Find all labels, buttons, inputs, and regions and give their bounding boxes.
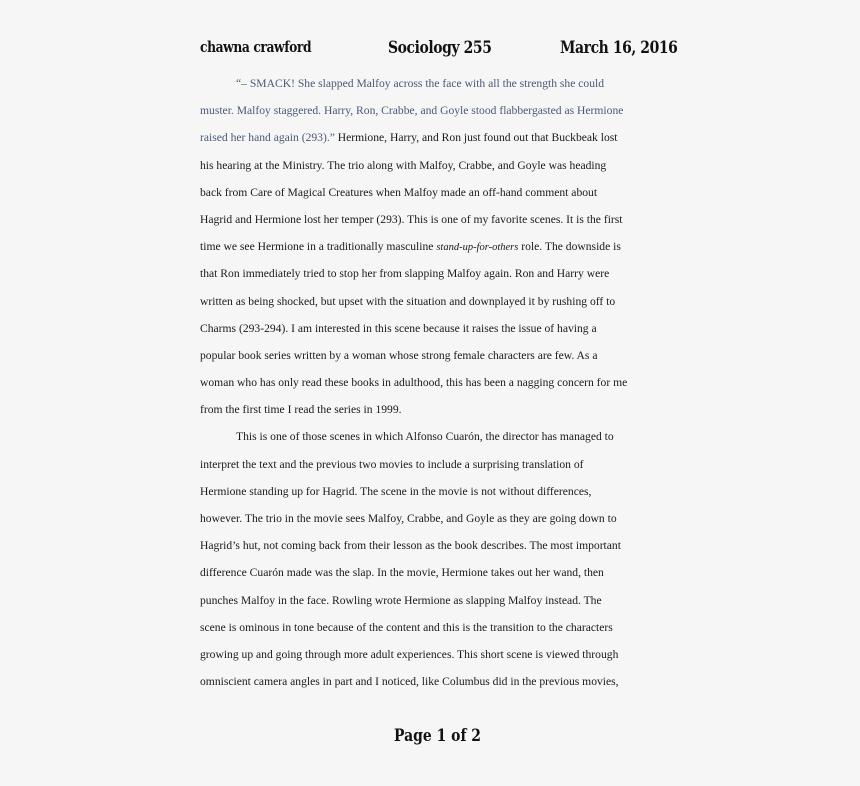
- line-text: omniscient camera angles in part and I noticed, like Columbus did in the previous movies,: [200, 675, 619, 689]
- text-line: [200, 587, 662, 614]
- text-line: [200, 641, 662, 668]
- line-text: from the first time I read the series in 1999.: [200, 403, 402, 417]
- text-line: [200, 260, 662, 287]
- line-text: Hagrid’s hut, not coming back from their lesson as the book describes. The most important: [200, 539, 621, 553]
- text-line: [200, 206, 662, 233]
- text-line: [200, 342, 662, 369]
- quoted-text: raised her hand again (293).”: [200, 131, 335, 145]
- text-line: [200, 478, 662, 505]
- line-text: his hearing at the Ministry. The trio along with Malfoy, Crabbe, and Goyle was heading: [200, 158, 607, 172]
- text-line: [200, 614, 662, 641]
- page-header: [200, 38, 678, 64]
- line-text: popular book series written by a woman whose strong female characters are few. As a: [200, 348, 598, 362]
- document-body: [200, 70, 662, 695]
- line-text: scene is ominous in tone because of the content and this is the transition to the characters: [200, 620, 613, 634]
- text-line: [200, 97, 662, 124]
- author-name: chawna crawford: [200, 38, 312, 56]
- line-text: back from Care of Magical Creatures when Malfoy made an off-hand comment about: [200, 185, 598, 199]
- text-line: [200, 179, 662, 206]
- text-line: [200, 124, 662, 151]
- line-text: difference Cuarón made was the slap. In the movie, Hermione takes out her wand, then: [200, 566, 604, 580]
- text-line: [200, 369, 662, 396]
- text-line: [200, 505, 662, 532]
- text-line: [200, 70, 662, 97]
- line-text: however. The trio in the movie sees Malfoy, Crabbe, and Goyle as they are going down to: [200, 512, 617, 525]
- text-line: [200, 423, 662, 450]
- page-number: Page 1 of 2: [394, 726, 482, 746]
- text-line: [200, 396, 662, 423]
- line-text: time we see Hermione in a traditionally masculine: [200, 240, 437, 254]
- line-text: that Ron immediately tried to stop her from slapping Malfoy again. Ron and Harry were: [200, 267, 610, 281]
- text-line: [200, 152, 662, 179]
- line-text: woman who has only read these books in adulthood, this has been a nagging concern for me: [200, 376, 628, 390]
- line-text: punches Malfoy in the face. Rowling wrote Hermione as slapping Malfoy instead. The: [200, 593, 602, 607]
- text-line: [200, 668, 662, 695]
- text-line: [200, 315, 662, 342]
- emphasized-text: stand-up-for-others: [436, 242, 519, 254]
- course-title: Sociology 255: [388, 38, 492, 58]
- text-line: [200, 559, 662, 586]
- document-date: March 16, 2016: [560, 38, 678, 58]
- line-text: Hagrid and Hermione lost her temper (293). This is one of my favorite scenes. It is the first: [200, 212, 623, 226]
- line-text: Hermione standing up for Hagrid. The scene in the movie is not without differences,: [200, 484, 592, 498]
- line-text: This is one of those scenes in which Alfonso Cuarón, the director has managed to: [236, 430, 614, 444]
- line-text: Charms (293-294). I am interested in this scene because it raises the issue of having a: [200, 321, 597, 335]
- text-line: [200, 532, 662, 559]
- line-text: Hermione, Harry, and Ron just found out that Buckbeak lost: [334, 131, 618, 145]
- line-text: growing up and going through more adult experiences. This short scene is viewed through: [200, 647, 619, 661]
- text-line: [200, 288, 662, 315]
- quoted-text: “– SMACK! She slapped Malfoy across the face with all the strength she could: [236, 77, 605, 90]
- text-line: [200, 451, 662, 478]
- line-text: written as being shocked, but upset with the situation and downplayed it by rushing off to: [200, 294, 616, 308]
- text-line: [200, 233, 662, 260]
- line-text: role. The downside is: [518, 240, 621, 254]
- quoted-text: muster. Malfoy staggered. Harry, Ron, Crabbe, and Goyle stood flabbergasted as Hermione: [200, 104, 624, 118]
- line-text: interpret the text and the previous two movies to include a surprising translation of: [200, 457, 584, 471]
